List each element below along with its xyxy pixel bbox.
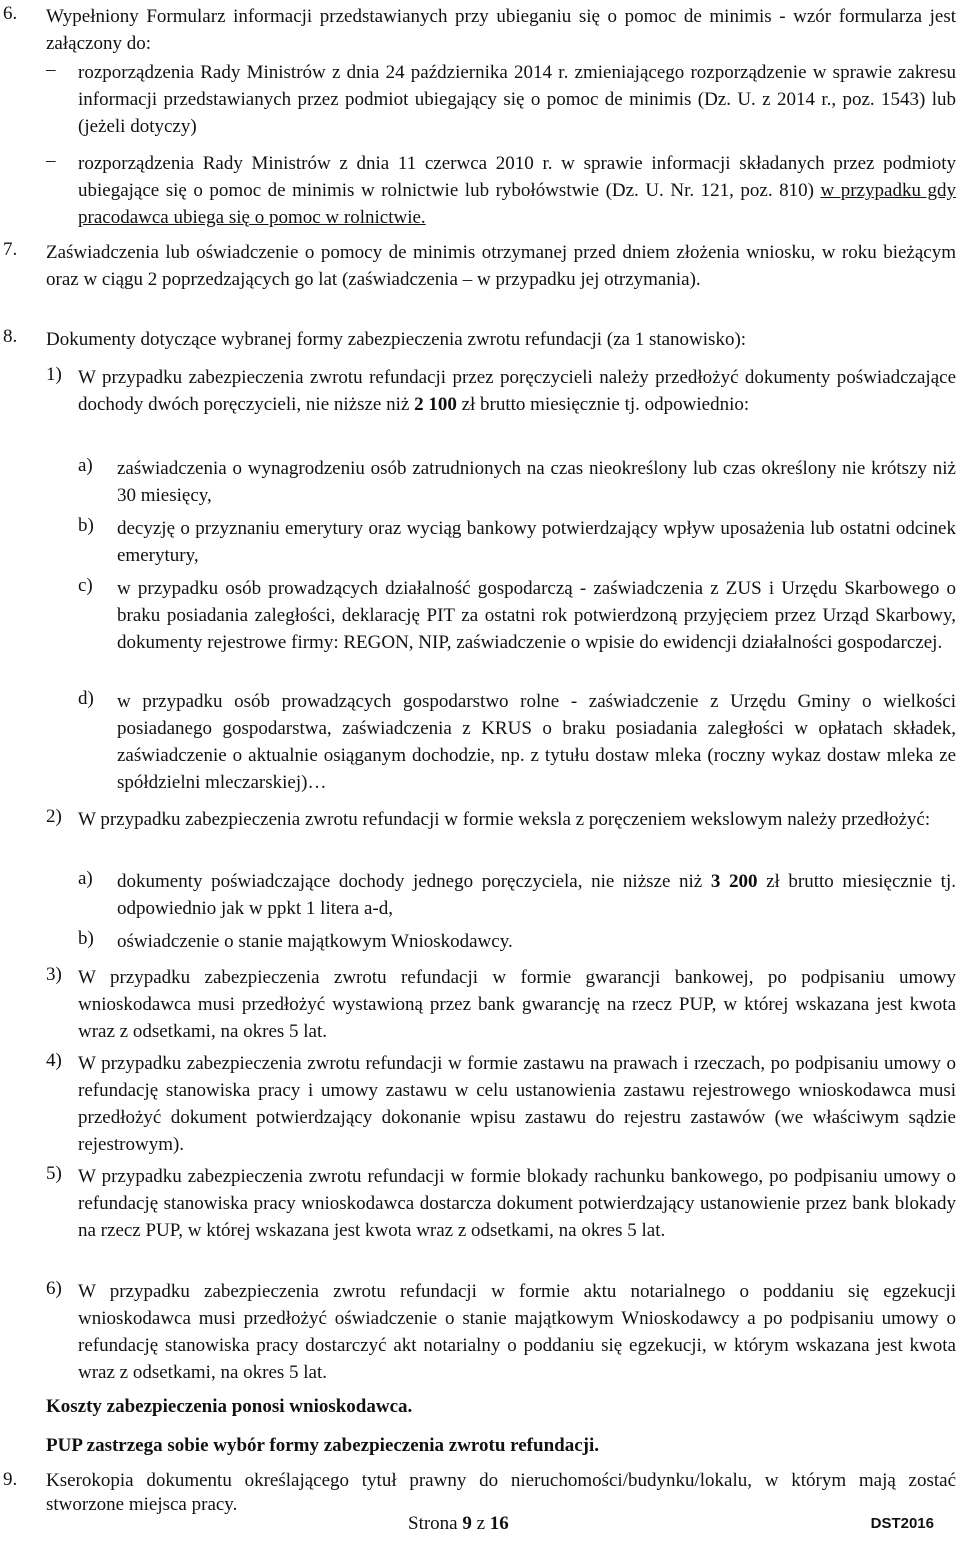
dash-bullet: – <box>46 150 56 171</box>
item-7-number: 7. <box>3 239 18 260</box>
sub-3-number: 3) <box>46 964 62 985</box>
current-page: 9 <box>462 1513 472 1534</box>
document-code: DST2016 <box>870 1515 934 1532</box>
sub-4-text: W przypadku zabezpieczenia zwrotu refundacji w formie zastawu na prawach i rzeczach, po podpisaniu umowy o refundację stanowiska pracy i umowy zastawu w celu ustanowienia zastawu rejestrowego wnioskodawca musi przedłożyć dokument potwierdzający dokonanie wpisu zastawu do rejestru zastawów (we właściwym sądzie rejestrowym). <box>78 1053 956 1155</box>
sub-2-number: 2) <box>46 806 62 827</box>
sub-1-text-post: zł brutto miesięcznie tj. odpowiednio: <box>456 394 750 415</box>
total-pages: 16 <box>489 1513 509 1534</box>
item-7-text: Zaświadczenia lub oświadczenie o pomocy de minimis otrzymanej przed dniem złożenia wniosku, w roku bieżącym oraz w ciągu 2 poprzedzających go lat (zaświadczenia – w przypadku jej otrzymania). <box>46 242 956 290</box>
sub-2-b-text: oświadczenie o stanie majątkowym Wnioskodawcy. <box>117 931 513 952</box>
sub-4-number: 4) <box>46 1050 62 1071</box>
item-6-dash-2-underlined: w przypadku gdy pracodawca ubiega się o pomoc w rolnictwie. <box>78 180 956 228</box>
item-6-dash-1: rozporządzenia Rady Ministrów z dnia 24 października 2014 r. zmieniającego rozporządzenie w sprawie zakresu informacji przedstawianych przez podmiot ubiegający się o pomoc de minimis (Dz. U. z 2014 r., poz. 1543) lub (jeżeli dotyczy) <box>78 62 956 137</box>
sub-1-b-text: decyzję o przyznaniu emerytury oraz wyciąg bankowy potwierdzający wpływ uposażenia lub ostatni odcinek emerytury, <box>117 518 956 566</box>
item-9-number: 9. <box>3 1469 18 1490</box>
sub-6-text: W przypadku zabezpieczenia zwrotu refundacji w formie aktu notarialnego o poddaniu się egzekucji wnioskodawca musi przedłożyć oświadczenie o stanie majątkowym Wnioskodawcy a po podpisaniu umowy o refundację stanowiska pracy dostarczyć akt notarialny o poddaniu się egzekucji, w którym wskazana jest kwota wraz z odsetkami, na okres 5 lat. <box>78 1281 956 1383</box>
page-number <box>408 1513 509 1535</box>
sub-1-b-letter: b) <box>78 515 94 536</box>
sub-1-a-text: zaświadczenia o wynagrodzeniu osób zatrudnionych na czas nieokreślony lub czas określony nie krótszy niż 30 miesięcy, <box>117 458 956 506</box>
item-8-text: Dokumenty dotyczące wybranej formy zabezpieczenia zwrotu refundacji (za 1 stanowisko): <box>46 329 747 350</box>
sub-3-text: W przypadku zabezpieczenia zwrotu refundacji w formie gwarancji bankowej, po podpisaniu umowy wnioskodawca musi przedłożyć wystawioną przez bank gwarancję na rzecz PUP, w której wskazana jest kwota wraz z odsetkami, na okres 5 lat. <box>78 967 956 1042</box>
sub-1-text-pre: W przypadku zabezpieczenia zwrotu refundacji przez poręczycieli należy przedłożyć dokumenty poświadczające dochody dwóch poręczycieli, nie niższe niż <box>78 367 956 415</box>
sub-1-d-text: w przypadku osób prowadzących gospodarstwo rolne - zaświadczenie z Urzędu Gminy o wielkości posiadanego gospodarstwa, zaświadczenia z KRUS o braku posiadania zaległości w opłatach składek, zaświadczenie o aktualnie osiąganym dochodzie, np. z tytułu dostaw mleka (roczny wykaz dostaw mleka ze spółdzielni mleczarskiej)… <box>117 691 956 793</box>
item-6-number: 6. <box>3 3 18 24</box>
security-cost-note: Koszty zabezpieczenia ponosi wnioskodawca. <box>46 1396 413 1417</box>
item-6-dash-2 <box>78 150 956 231</box>
sub-2-b-letter: b) <box>78 928 94 949</box>
sub-2-a-amount: 3 200 <box>710 871 758 892</box>
page-label: Strona <box>408 1513 458 1534</box>
sub-1-c-letter: c) <box>78 575 93 596</box>
item-6-dash-2-text: rozporządzenia Rady Ministrów z dnia 11 czerwca 2010 r. w sprawie informacji składanych przez podmioty ubiegające się o pomoc de minimis w rolnictwie lub rybołówstwie (Dz. U. Nr. 121, poz. 810) <box>78 153 956 201</box>
sub-2-a-text-pre: dokumenty poświadczające dochody jednego poręczyciela, nie niższe niż <box>117 871 711 892</box>
sub-1-number: 1) <box>46 364 62 385</box>
sub-1-amount: 2 100 <box>414 394 457 415</box>
item-8-number: 8. <box>3 326 18 347</box>
sub-5-text: W przypadku zabezpieczenia zwrotu refundacji w formie blokady rachunku bankowego, po podpisaniu umowy o refundację stanowiska pracy wnioskodawca dostarcza dokument potwierdzający ustanowienie przez bank blokady na rzecz PUP, w której wskazana jest kwota wraz z odsetkami, na okres 5 lat. <box>78 1166 956 1241</box>
dash-bullet: – <box>46 59 56 80</box>
sub-1-c-text: w przypadku osób prowadzących działalność gospodarczą - zaświadczenia z ZUS i Urzędu Skarbowego o braku posiadania zaległości, deklarację PIT za ostatni rok potwierdzoną przyjęciem przez Urząd Skarbowy, dokumenty rejestrowe firmy: REGON, NIP, zaświadczenie o wpisie do ewidencji działalności gospodarczej. <box>117 578 956 653</box>
sub-2-a-letter: a) <box>78 868 93 889</box>
sub-2-a-text <box>117 868 956 922</box>
sub-1-a-letter: a) <box>78 455 93 476</box>
sub-2-a-text-post: zł brutto miesięcznie tj. odpowiednio jak w ppkt 1 litera a-d, <box>117 871 956 919</box>
page-of-label: z <box>476 1513 486 1534</box>
item-6-text: Wypełniony Formularz informacji przedstawianych przy ubieganiu się o pomoc de minimis - wzór formularza jest załączony do: <box>46 6 956 54</box>
sub-6-number: 6) <box>46 1278 62 1299</box>
sub-1-text <box>78 364 956 418</box>
sub-2-text: W przypadku zabezpieczenia zwrotu refundacji w formie weksla z poręczeniem wekslowym należy przedłożyć: <box>78 809 931 830</box>
sub-1-d-letter: d) <box>78 688 94 709</box>
item-9-text: Kserokopia dokumentu określającego tytuł prawny do nieruchomości/budynku/lokalu, w którym mają zostać stworzone miejsca pracy. <box>46 1470 956 1515</box>
pup-reservation-note: PUP zastrzega sobie wybór formy zabezpieczenia zwrotu refundacji. <box>46 1435 599 1456</box>
sub-5-number: 5) <box>46 1163 62 1184</box>
